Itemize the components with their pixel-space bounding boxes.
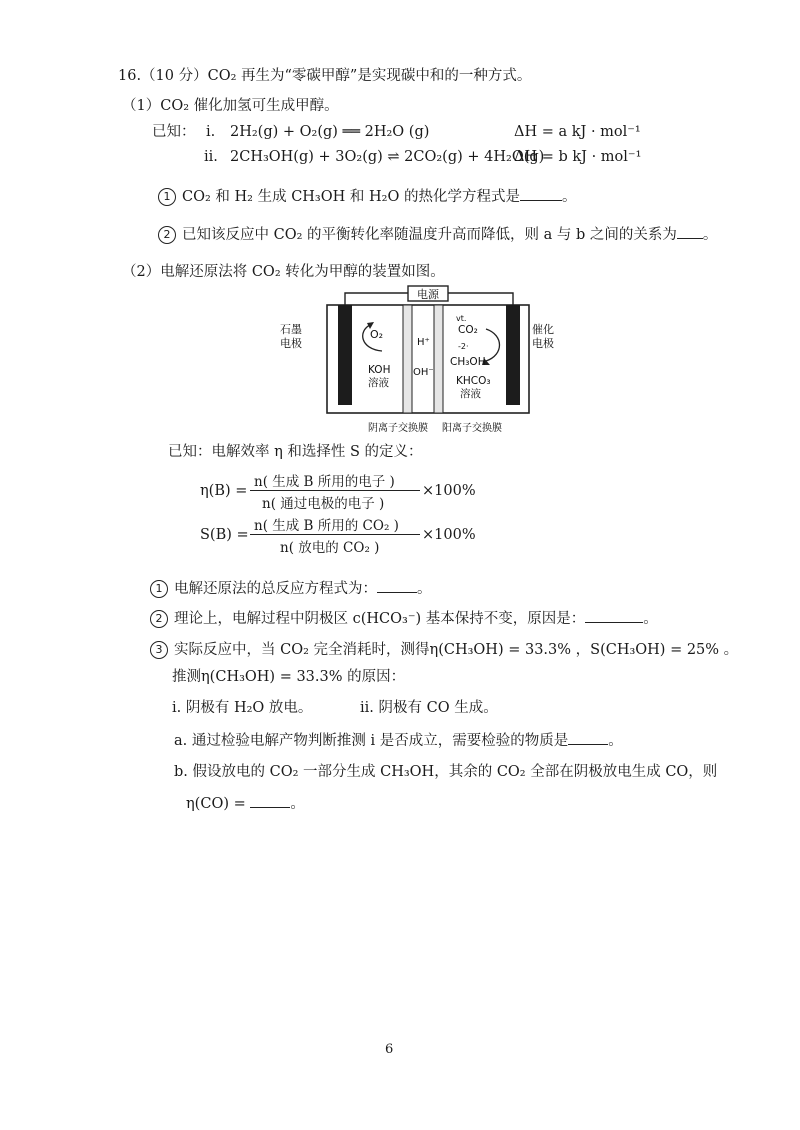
koh-label: KOH xyxy=(368,364,391,376)
khco3-label: 溶液 xyxy=(460,388,481,400)
ch3oh-label: CH₃OH xyxy=(450,356,486,368)
period: 。 xyxy=(608,733,623,749)
co2-mark: vt. xyxy=(456,314,467,323)
electrolytic-cell xyxy=(327,305,529,413)
question-1-1-text: CO₂ 和 H₂ 生成 CH₃OH 和 H₂O 的热化学方程式是 xyxy=(182,189,520,205)
page-number: 6 xyxy=(385,1042,394,1057)
period: 。 xyxy=(417,581,432,597)
eta-numerator: n( 生成 B 所用的电子 ) xyxy=(254,474,395,490)
eta-denominator: n( 通过电极的电子 ) xyxy=(262,496,385,512)
h-plus-label: H⁺ xyxy=(417,337,430,348)
koh-label: 溶液 xyxy=(368,377,389,389)
right-membrane-label: 阳离子交换膜 xyxy=(442,423,502,434)
o2-label: O₂ xyxy=(370,328,384,341)
question-2-1 xyxy=(150,578,432,599)
answer-blank[interactable] xyxy=(677,224,703,239)
sub-question-b-answer xyxy=(186,793,305,814)
answer-blank[interactable] xyxy=(250,793,290,808)
question-2-3-reason-intro: 推测η(CH₃OH) = 33.3% 的原因： xyxy=(172,669,406,685)
equation-ii: 2CH₃OH(g) + 3O₂(g) ⇌ 2CO₂(g) + 4H₂O(g) xyxy=(230,149,545,165)
graphite-electrode xyxy=(338,305,352,405)
definition-intro: 已知：电解效率 η 和选择性 S 的定义： xyxy=(168,444,423,460)
period: 。 xyxy=(561,189,577,205)
question-2-3 xyxy=(150,640,738,660)
oh-minus-label: OH⁻ xyxy=(413,367,434,378)
circuit-wire xyxy=(345,293,408,315)
reason-ii: ii. 阴极有 CO 生成。 xyxy=(360,700,498,716)
question-1-2-text: 已知该反应中 CO₂ 的平衡转化率随温度升高而降低，则 a 与 b 之间的关系为 xyxy=(182,227,677,243)
eta-co-label: η(CO) = xyxy=(186,796,246,812)
fraction-bar xyxy=(250,490,420,491)
answer-blank[interactable] xyxy=(520,186,562,201)
eta-lhs: η(B) = xyxy=(200,483,248,499)
circled-number: 2 xyxy=(150,610,168,628)
left-electrode-label: 石墨 xyxy=(280,323,302,336)
s-tail: ×100% xyxy=(422,527,476,543)
eta-tail: ×100% xyxy=(422,483,476,499)
answer-blank[interactable] xyxy=(377,578,417,593)
equation-i: 2H₂(g) + O₂(g) ══ 2H₂O (g) xyxy=(230,124,430,140)
question-2-2-text: 理论上，电解过程中阴极区 c(HCO₃⁻) 基本保持不变，原因是： xyxy=(174,611,586,627)
anion-exchange-membrane xyxy=(403,305,412,413)
sub-question-a-text: a. 通过检验电解产物判断推测 i 是否成立，需要检验的物质是 xyxy=(174,733,569,749)
co2-label: CO₂ xyxy=(458,324,478,336)
period: 。 xyxy=(643,611,658,627)
cation-exchange-membrane xyxy=(434,305,443,413)
left-electrode-label: 电极 xyxy=(280,337,302,350)
khco3-label: KHCO₃ xyxy=(456,375,491,387)
s-lhs: S(B) = xyxy=(200,527,249,543)
power-supply-label: 电源 xyxy=(417,288,439,301)
sub-question-b: b. 假设放电的 CO₂ 一部分生成 CH₃OH，其余的 CO₂ 全部在阴极放电生成 CO，则 xyxy=(174,764,718,780)
question-2-2 xyxy=(150,608,658,629)
part1-title: （1）CO₂ 催化加氢可生成甲醇。 xyxy=(122,98,339,114)
electron-mark: -2· xyxy=(458,342,469,351)
answer-blank[interactable] xyxy=(568,730,608,745)
question-1-2 xyxy=(158,224,717,245)
question-1-1 xyxy=(158,186,576,207)
question-2-3-text: 实际反应中，当 CO₂ 完全消耗时，测得η(CH₃OH) = 33.3% ，S(CH₃OH) = 25% 。 xyxy=(174,642,739,658)
circled-number: 3 xyxy=(150,641,168,659)
equation-ii-enthalpy: ΔH = b kJ · mol⁻¹ xyxy=(514,149,642,165)
catalytic-electrode xyxy=(506,305,520,405)
right-electrode-label: 催化 xyxy=(532,323,554,336)
answer-blank[interactable] xyxy=(585,608,643,623)
circled-number: 1 xyxy=(150,580,168,598)
reason-i: i. 阴极有 H₂O 放电。 xyxy=(172,700,313,716)
period: 。 xyxy=(290,796,305,812)
co2-arrow xyxy=(486,329,500,361)
circuit-wire xyxy=(448,293,513,315)
right-electrode-label: 电极 xyxy=(532,337,554,350)
circled-number: 1 xyxy=(158,188,176,206)
s-numerator: n( 生成 B 所用的 CO₂ ) xyxy=(254,518,399,534)
sub-question-a xyxy=(174,730,623,751)
eq-i-label: i. xyxy=(206,124,216,140)
equation-i-enthalpy: ΔH = a kJ · mol⁻¹ xyxy=(514,124,641,140)
eq-ii-label: ii. xyxy=(204,149,218,165)
known-label: 已知： xyxy=(152,124,196,140)
part2-title: （2）电解还原法将 CO₂ 转化为甲醇的装置如图。 xyxy=(122,264,445,280)
question-2-1-text: 电解还原法的总反应方程式为： xyxy=(174,581,377,597)
fraction-bar xyxy=(250,534,420,535)
s-denominator: n( 放电的 CO₂ ) xyxy=(280,540,380,556)
left-membrane-label: 阴离子交换膜 xyxy=(368,423,428,434)
circled-number: 2 xyxy=(158,226,176,244)
period: 。 xyxy=(702,227,718,243)
electrolysis-diagram xyxy=(270,285,560,435)
question-header: 16.（10 分）CO₂ 再生为“零碳甲醇”是实现碳中和的一种方式。 xyxy=(118,68,532,84)
